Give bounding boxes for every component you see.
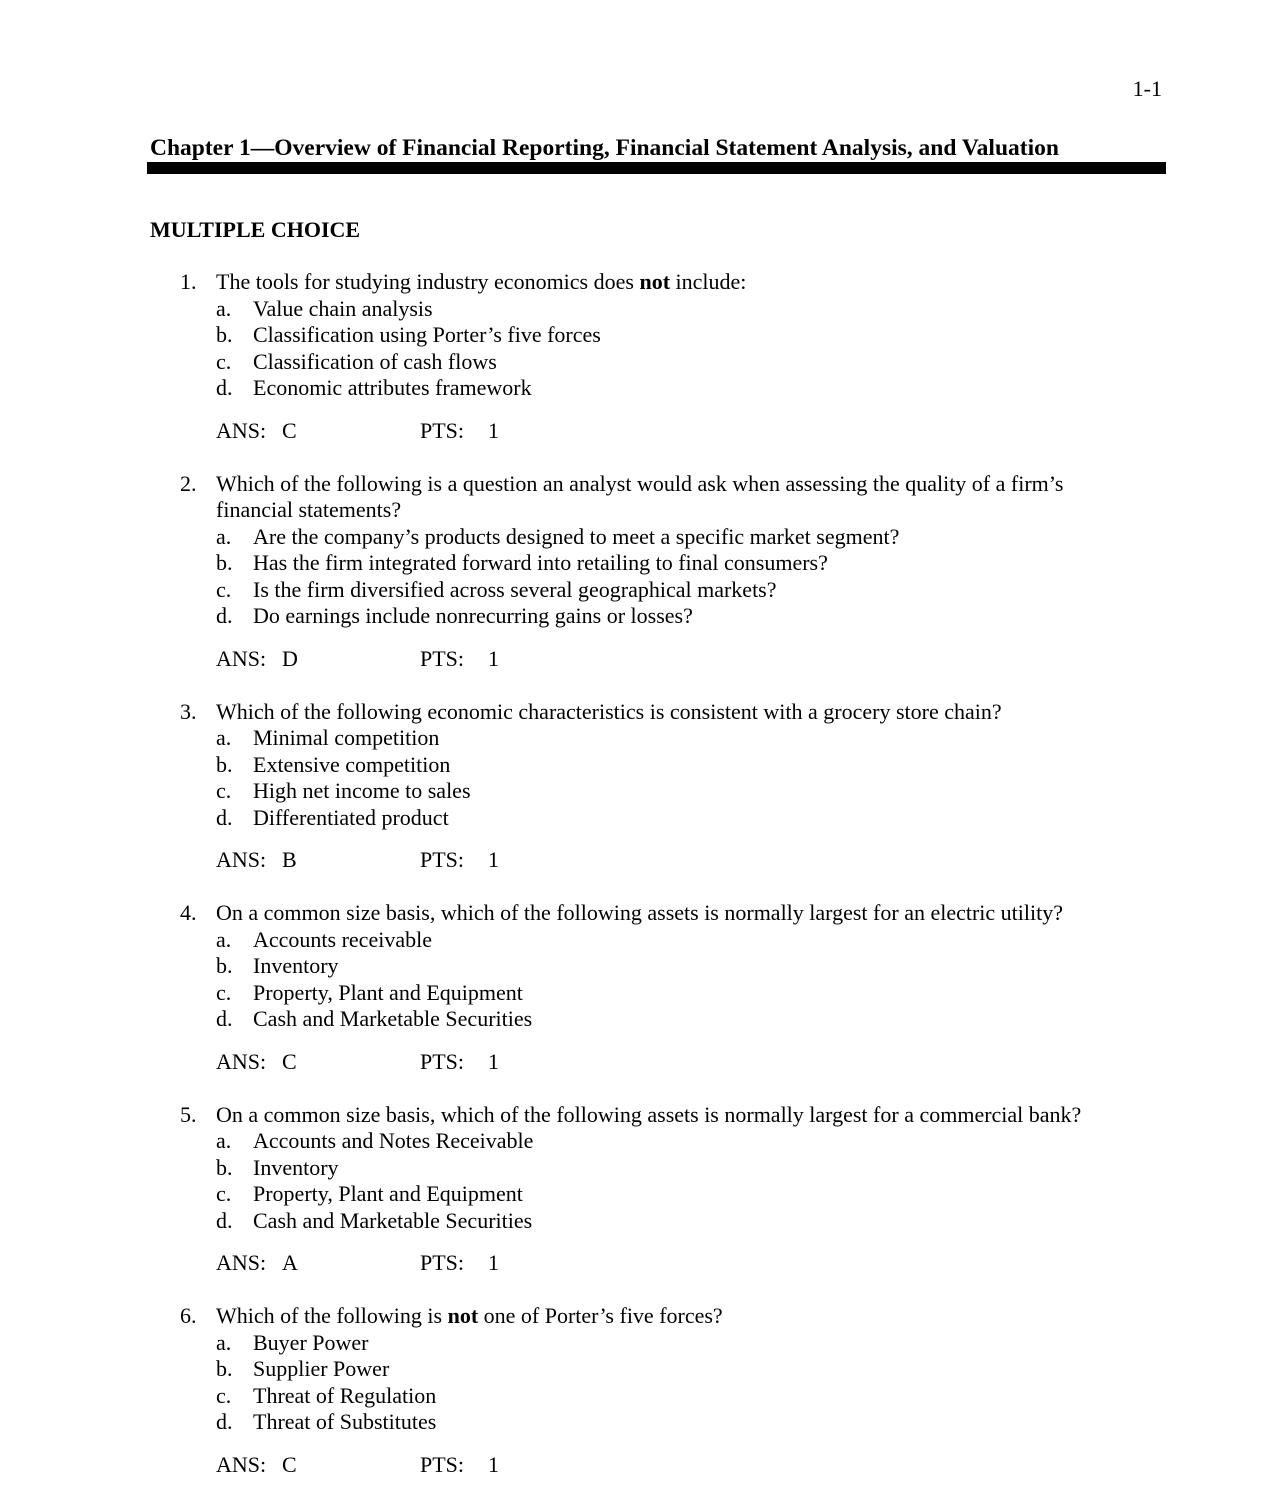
question-number: 3. [180,698,197,724]
option-letter: d. [216,1409,233,1434]
pts-label: PTS: [420,1451,465,1477]
option-letter: b. [216,322,233,347]
question-6 [180,1303,1140,1478]
emphasis: not [447,1303,479,1328]
option-text: Classification using Porter’s five forces [253,322,601,347]
option-d [216,1409,1140,1436]
option-text: Buyer Power [253,1329,369,1355]
pts-label: PTS: [420,1048,465,1074]
option-b [216,752,1140,779]
option-letter: b. [216,1154,233,1180]
option-d [216,1006,1140,1033]
option-letter: d. [216,375,233,400]
option-letter: a. [216,295,232,321]
ans-value: C [282,1451,297,1477]
pts-value: 1 [488,417,499,443]
option-letter: d. [216,1006,233,1031]
question-text: On a common size basis, which of the following assets is normally largest for a commercial bank? [216,1101,1082,1127]
answer-line [216,1049,1140,1075]
option-letter: d. [216,804,233,830]
ans-label: ANS: [216,417,267,443]
question-text: Which of the following economic characteristics is consistent with a grocery store chain? [216,698,1002,724]
question-number: 2. [180,470,197,496]
option-list [216,1128,1140,1234]
option-d [216,805,1140,832]
option-d [216,1208,1140,1235]
option-letter: a. [216,1128,232,1153]
option-text: Differentiated product [253,804,449,830]
ans-label: ANS: [216,847,267,872]
option-text: Cash and Marketable Securities [253,1207,533,1233]
option-letter: a. [216,926,232,952]
option-text: High net income to sales [253,778,471,803]
question-2 [180,471,1140,672]
option-b [216,550,1140,577]
option-list [216,1330,1140,1436]
option-list [216,725,1140,831]
option-letter: b. [216,751,233,777]
option-letter: c. [216,576,232,602]
option-letter: c. [216,778,232,803]
option-b [216,953,1140,980]
question-text: Which of the following is a question an analyst would ask when assessing the quality of a firm’s financial statements? [216,470,1064,522]
option-text: Threat of Regulation [253,1382,437,1408]
option-letter: b. [216,953,233,978]
question-number: 1. [180,269,197,294]
question-text: Which of the following is not one of Porter’s five forces? [216,1303,723,1328]
question-stem [180,900,1140,927]
option-text: Do earnings include nonrecurring gains or losses? [253,603,693,628]
ans-label: ANS: [216,645,267,671]
option-a [216,927,1140,954]
option-c [216,349,1140,376]
option-letter: c. [216,1181,232,1206]
option-b [216,1356,1140,1383]
option-text: Threat of Substitutes [253,1409,437,1434]
option-d [216,603,1140,630]
option-text: Inventory [253,953,339,978]
option-letter: b. [216,550,233,575]
option-letter: d. [216,1207,233,1233]
option-text: Inventory [253,1154,339,1180]
question-stem [180,471,1140,524]
option-a [216,296,1140,323]
pts-label: PTS: [420,645,465,671]
answer-line [216,1452,1140,1478]
option-b [216,1155,1140,1182]
question-stem [180,1102,1140,1129]
option-a [216,524,1140,551]
answer-line [216,418,1140,444]
question-5 [180,1102,1140,1277]
option-letter: c. [216,1382,232,1408]
question-4 [180,900,1140,1075]
option-text: Accounts and Notes Receivable [253,1128,534,1153]
option-text: Property, Plant and Equipment [253,979,523,1005]
question-1 [180,269,1140,444]
option-letter: b. [216,1356,233,1381]
option-letter: c. [216,348,232,374]
pts-value: 1 [488,1048,499,1074]
ans-value: C [282,1048,297,1074]
pts-value: 1 [488,1250,499,1275]
option-text: Has the firm integrated forward into retailing to final consumers? [253,550,828,575]
option-text: Economic attributes framework [253,375,532,400]
question-stem [180,1303,1140,1330]
option-c [216,980,1140,1007]
chapter-title: Chapter 1—Overview of Financial Reporting, Financial Statement Analysis, and Valuation [150,135,1059,161]
pts-label: PTS: [420,417,465,443]
option-text: Is the firm diversified across several geographical markets? [253,576,777,602]
option-text: Minimal competition [253,725,440,750]
option-text: Value chain analysis [253,295,433,321]
option-list [216,524,1140,630]
question-number: 6. [180,1303,197,1328]
section-heading: MULTIPLE CHOICE [150,217,361,242]
option-c [216,778,1140,805]
question-number: 5. [180,1101,197,1127]
pts-value: 1 [488,645,499,671]
option-letter: c. [216,979,232,1005]
option-letter: a. [216,1329,232,1355]
question-stem [180,699,1140,726]
option-d [216,375,1140,402]
option-c [216,1181,1140,1208]
option-a [216,725,1140,752]
option-list [216,927,1140,1033]
ans-label: ANS: [216,1451,267,1477]
question-text: On a common size basis, which of the following assets is normally largest for an electric utility? [216,900,1063,925]
ans-value: D [282,645,298,671]
option-letter: a. [216,523,232,549]
option-list [216,296,1140,402]
option-a [216,1330,1140,1357]
answer-line [216,1250,1140,1276]
option-text: Property, Plant and Equipment [253,1181,523,1206]
question-3 [180,699,1140,874]
page-number: 1-1 [1132,76,1162,101]
ans-label: ANS: [216,1250,267,1275]
pts-label: PTS: [420,1250,465,1275]
option-c [216,577,1140,604]
option-text: Are the company’s products designed to meet a specific market segment? [253,523,900,549]
question-stem [180,269,1140,296]
pts-value: 1 [488,847,499,872]
ans-value: C [282,417,297,443]
option-letter: a. [216,725,232,750]
option-a [216,1128,1140,1155]
option-text: Accounts receivable [253,926,432,952]
emphasis: not [639,269,671,294]
pts-label: PTS: [420,847,465,872]
option-text: Cash and Marketable Securities [253,1006,533,1031]
answer-line [216,847,1140,873]
option-c [216,1383,1140,1410]
answer-line [216,646,1140,672]
option-text: Supplier Power [253,1356,390,1381]
question-list [180,269,1140,1505]
option-b [216,322,1140,349]
question-number: 4. [180,900,197,925]
option-text: Classification of cash flows [253,348,497,374]
ans-label: ANS: [216,1048,267,1074]
question-text: The tools for studying industry economics does not include: [216,269,747,294]
title-rule [147,162,1166,174]
option-letter: d. [216,603,233,628]
pts-value: 1 [488,1451,499,1477]
ans-value: B [282,847,297,872]
option-text: Extensive competition [253,751,451,777]
ans-value: A [282,1250,298,1275]
